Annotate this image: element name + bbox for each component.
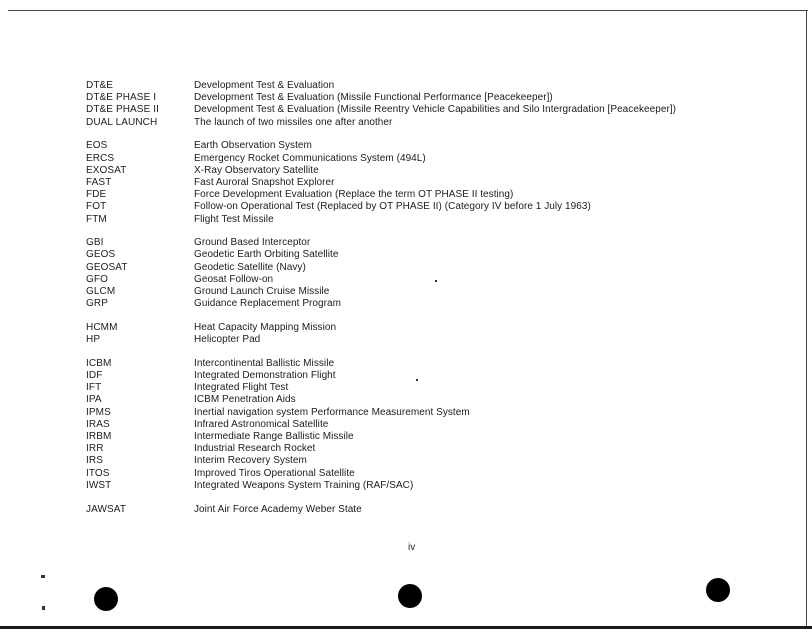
acronym-definition: Guidance Replacement Program: [194, 298, 342, 310]
acronym-term: IPA: [86, 394, 102, 406]
acronym-definition: ICBM Penetration Aids: [194, 394, 296, 406]
glossary-group: [86, 140, 786, 225]
glossary-entry: [86, 201, 786, 213]
acronym-definition: Intercontinental Ballistic Missile: [194, 357, 335, 369]
glossary-entry: [86, 358, 786, 370]
acronym-term: GEOSAT: [86, 261, 128, 273]
glossary-entry: [86, 104, 786, 116]
acronym-definition: Earth Observation System: [194, 140, 312, 152]
glossary-entry: [86, 117, 786, 129]
glossary-entry: [86, 382, 786, 394]
acronym-term: GLCM: [86, 286, 116, 298]
punch-hole-right: [706, 578, 730, 602]
acronym-term: FTM: [86, 213, 107, 225]
glossary-entry: [86, 286, 786, 298]
acronym-definition: Improved Tiros Operational Satellite: [194, 467, 355, 479]
acronym-term: ICBM: [86, 357, 112, 369]
acronym-term: HP: [86, 334, 101, 346]
glossary-entry: [86, 249, 786, 261]
glossary-entry: [86, 443, 786, 455]
acronym-definition: Heat Capacity Mapping Mission: [194, 321, 337, 333]
glossary-group: [86, 358, 786, 492]
scan-speck: [41, 575, 45, 578]
glossary-entry: [86, 298, 786, 310]
acronym-term: JAWSAT: [86, 503, 127, 515]
glossary-entry: [86, 407, 786, 419]
acronym-definition: Geodetic Earth Orbiting Satellite: [194, 249, 339, 261]
acronym-term: ITOS: [86, 467, 110, 479]
acronym-term: GFO: [86, 273, 108, 285]
acronym-definition: Integrated Weapons System Training (RAF/SAC): [194, 479, 414, 491]
acronym-term: ERCS: [86, 152, 115, 164]
acronym-definition: Helicopter Pad: [194, 334, 261, 346]
acronym-definition: Joint Air Force Academy Weber State: [194, 503, 362, 515]
acronym-term: IRR: [86, 443, 104, 455]
glossary-entry: [86, 237, 786, 249]
acronym-definition: Integrated Flight Test: [194, 382, 289, 394]
scan-speck: [42, 606, 45, 610]
glossary-group: [86, 80, 786, 129]
glossary-entry: [86, 214, 786, 226]
acronym-term: FAST: [86, 176, 112, 188]
acronym-term: IDF: [86, 370, 103, 382]
glossary-entry: [86, 322, 786, 334]
glossary-entry: [86, 468, 786, 480]
glossary-entry: [86, 177, 786, 189]
glossary-entry: [86, 455, 786, 467]
acronym-definition: Integrated Demonstration Flight: [194, 370, 336, 382]
acronym-definition: X-Ray Observatory Satellite: [194, 164, 319, 176]
acronym-definition: Emergency Rocket Communications System (494L): [194, 152, 426, 164]
punch-hole-left: [94, 587, 118, 611]
acronym-definition: Development Test & Evaluation: [194, 80, 335, 91]
acronym-term: IPMS: [86, 406, 111, 418]
scan-speck: [435, 280, 437, 282]
glossary-entry: [86, 189, 786, 201]
glossary-entry: [86, 334, 786, 346]
acronym-definition: Geosat Follow-on: [194, 273, 274, 285]
acronym-term: IRAS: [86, 418, 110, 430]
acronym-definition: Flight Test Missile: [194, 213, 274, 225]
acronym-term: GBI: [86, 237, 104, 249]
glossary-entry: [86, 80, 786, 92]
glossary-group: [86, 504, 786, 516]
acronym-term: HCMM: [86, 321, 118, 333]
glossary-entry: [86, 140, 786, 152]
glossary-entry: [86, 394, 786, 406]
acronym-term: IWST: [86, 479, 112, 491]
acronym-definition: Geodetic Satellite (Navy): [194, 261, 306, 273]
acronym-definition: Development Test & Evaluation (Missile Functional Performance [Peacekeeper]): [194, 92, 553, 104]
acronym-term: FOT: [86, 201, 107, 213]
acronym-term: DT&E: [86, 80, 114, 91]
acronym-definition: Infrared Astronomical Satellite: [194, 418, 329, 430]
acronym-definition: Fast Auroral Snapshot Explorer: [194, 176, 335, 188]
glossary-group: [86, 322, 786, 346]
glossary-entry: [86, 419, 786, 431]
acronym-definition: Force Development Evaluation (Replace the term OT PHASE II testing): [194, 189, 514, 201]
acronym-term: GRP: [86, 298, 108, 310]
page-border-top: [8, 10, 808, 11]
glossary-entry: [86, 480, 786, 492]
acronym-term: DUAL LAUNCH: [86, 116, 158, 128]
page-number: iv: [408, 542, 416, 553]
acronym-term: IRBM: [86, 431, 112, 443]
acronym-glossary: [86, 80, 786, 527]
acronym-definition: Ground Launch Cruise Missile: [194, 286, 330, 298]
punch-hole-center: [398, 584, 422, 608]
acronym-definition: Inertial navigation system Performance Measurement System: [194, 406, 470, 418]
acronym-definition: Industrial Research Rocket: [194, 443, 316, 455]
glossary-entry: [86, 92, 786, 104]
glossary-entry: [86, 262, 786, 274]
acronym-definition: Development Test & Evaluation (Missile Reentry Vehicle Capabilities and Silo Intergradation [Peacekeeper]): [194, 104, 677, 116]
acronym-definition: Ground Based Interceptor: [194, 237, 311, 249]
acronym-definition: The launch of two missiles one after another: [194, 116, 393, 128]
glossary-entry: [86, 431, 786, 443]
glossary-group: [86, 237, 786, 310]
acronym-term: DT&E PHASE II: [86, 104, 159, 116]
acronym-term: IFT: [86, 382, 102, 394]
glossary-entry: [86, 153, 786, 165]
acronym-term: DT&E PHASE I: [86, 92, 157, 104]
acronym-term: FDE: [86, 189, 107, 201]
glossary-entry: [86, 370, 786, 382]
glossary-entry: [86, 165, 786, 177]
acronym-definition: Interim Recovery System: [194, 455, 307, 467]
acronym-definition: Follow-on Operational Test (Replaced by OT PHASE II) (Category IV before 1 July 1963): [194, 201, 591, 213]
acronym-term: IRS: [86, 455, 103, 467]
acronym-term: EXOSAT: [86, 164, 127, 176]
acronym-term: EOS: [86, 140, 108, 152]
glossary-entry: [86, 504, 786, 516]
acronym-definition: Intermediate Range Ballistic Missile: [194, 431, 354, 443]
scan-speck: [416, 379, 418, 381]
acronym-term: GEOS: [86, 249, 116, 261]
page-border-bottom: [0, 626, 812, 629]
page-border-right: [806, 10, 807, 628]
